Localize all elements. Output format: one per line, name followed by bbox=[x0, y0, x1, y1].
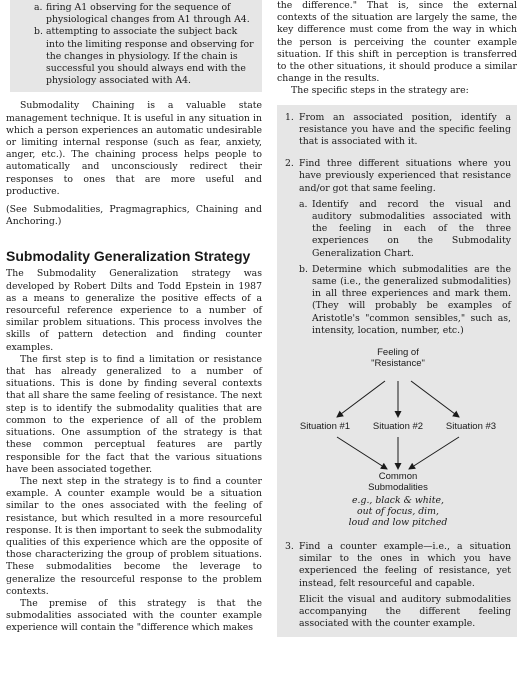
feeling-node bbox=[348, 347, 448, 369]
right-column bbox=[277, 0, 517, 637]
note-line1: e.g., black & white, bbox=[352, 495, 444, 507]
substep-text: Identify and record the visual and auditory submodalities associated with the feeling in each of the three experiences on the Submodality Generalization Chart. bbox=[312, 198, 511, 259]
step-number: 3. bbox=[285, 541, 294, 553]
chaining-steps-box bbox=[10, 0, 262, 92]
step-label: b. bbox=[34, 26, 43, 38]
step-text: From an associated position, identify a resistance you have and the specific feeling that is associated with it. bbox=[299, 111, 511, 148]
step-2a bbox=[299, 199, 511, 260]
steps-intro: The specific steps in the strategy are: bbox=[291, 85, 469, 97]
step-number: 1. bbox=[285, 111, 294, 123]
step-number: 2. bbox=[285, 158, 294, 170]
substep-label: a. bbox=[299, 198, 308, 210]
arrow-to-situation-1 bbox=[337, 381, 385, 417]
situation-3-node: Situation #3 bbox=[445, 421, 497, 433]
chaining-paragraph: Submodality Chaining is a valuable state management technique. It is useful in any situation in which a person experiences an automatic undesirable or limiting internal response (such as fear, anxiety, anger, etc.). The chaining process helps people to automatically and unconsciously redirect their responses to ones that are more useful and productive. bbox=[6, 100, 262, 197]
note-line2: out of focus, dim, bbox=[357, 506, 439, 518]
body-paragraph: The next step in the strategy is to find a counter example. A counter example would be a situation similar to the ones associated with the feeling of resistance, but which resulted in a more resourceful response. It is then important to seek the submodality qualities of this experience which are the opposite of those characterizing the group of problem situations. These submodalities become the leverage to generalize the resourceful response to the problem contexts. bbox=[6, 475, 262, 597]
step-text: Find three different situations where you have previously experienced that resistance and/or got that same feeling. bbox=[299, 158, 511, 194]
strategy-steps-box bbox=[277, 105, 517, 637]
arrow-from-situation-3 bbox=[409, 437, 459, 469]
body-paragraph: The first step is to find a limitation or resistance that has already generalized to a number of situations. This is done by finding several contexts that all share the same feeling of resistance. The next step is to identify the submodality qualities that are common to the experience of all of the problem situations. One assumption of the strategy is that these common perceptual features are partly responsible for the fact that the various situations have been associated together. bbox=[6, 353, 262, 475]
step-label: a. bbox=[34, 2, 43, 13]
situation-1-node: Situation #1 bbox=[299, 421, 351, 433]
body-paragraph: The premise of this strategy is that the submodalities associated with the counter example experience will contain the "difference which makes bbox=[6, 597, 262, 634]
left-column bbox=[6, 0, 262, 635]
substep-label: b. bbox=[299, 263, 308, 275]
chaining-step-b bbox=[34, 26, 254, 87]
step-text: firing A1 observing for the sequence of physiological changes from A1 through A4. bbox=[46, 2, 250, 26]
step-text: Find a counter example—i.e., a situation similar to the ones in which you have experienced the feeling of resistance, yet instead, felt resourceful and capable. bbox=[299, 541, 511, 589]
chaining-step-a bbox=[34, 2, 254, 26]
section-heading: Submodality Generalization Strategy bbox=[6, 248, 251, 265]
arrow-from-situation-1 bbox=[337, 437, 387, 469]
feeling-node-line1: Feeling of bbox=[377, 347, 419, 359]
arrow-to-situation-3 bbox=[411, 381, 459, 417]
common-node-line1: Common bbox=[378, 471, 418, 483]
feeling-node-line2: "Resistance" bbox=[371, 358, 425, 370]
substep-text: Determine which submodalities are the same (i.e., the generalized submodalities) in all three experiences and mark them. (They will probably be examples of Aristotle's "common sensibles," such as, intensity, location, number, etc.) bbox=[312, 263, 511, 336]
step-text: attempting to associate the subject back into the limiting response and observing for the changes in physiology. If the chain is successful you should always end with the physiology associated with A4. bbox=[46, 26, 254, 87]
body-paragraph: The Submodality Generalization strategy was developed by Robert Dilts and Todd Epstein in 1987 as a means to generalize the positive effects of a resourceful reference experience to a number of similar problem situations. This process involves the skills of pattern detection and finding counter examples. bbox=[6, 268, 262, 353]
see-also-note: (See Submodalities, Pragmagraphics, Chaining and Anchoring.) bbox=[6, 204, 262, 228]
common-node-line2: Submodalities bbox=[368, 482, 428, 494]
note-line3: loud and low pitched bbox=[348, 517, 448, 529]
common-submodalities-node bbox=[348, 471, 448, 493]
step-2 bbox=[285, 158, 511, 195]
step-3 bbox=[285, 541, 511, 590]
continued-paragraph: the difference." That is, since the external contexts of the situation are largely the same, the key difference must come from the way in which the person is perceiving the counter example situation. If this shift in perception is transferred to the other situations, it should produce a similar change in the results. bbox=[277, 0, 517, 85]
step-2b bbox=[299, 264, 511, 337]
step-1 bbox=[285, 112, 511, 149]
submodality-examples-note bbox=[333, 495, 463, 528]
generalization-diagram bbox=[285, 345, 511, 529]
step-3-followup: Elicit the visual and auditory submodalities accompanying the different feeling associated with the counter example. bbox=[299, 593, 511, 630]
situation-2-node: Situation #2 bbox=[372, 421, 424, 433]
